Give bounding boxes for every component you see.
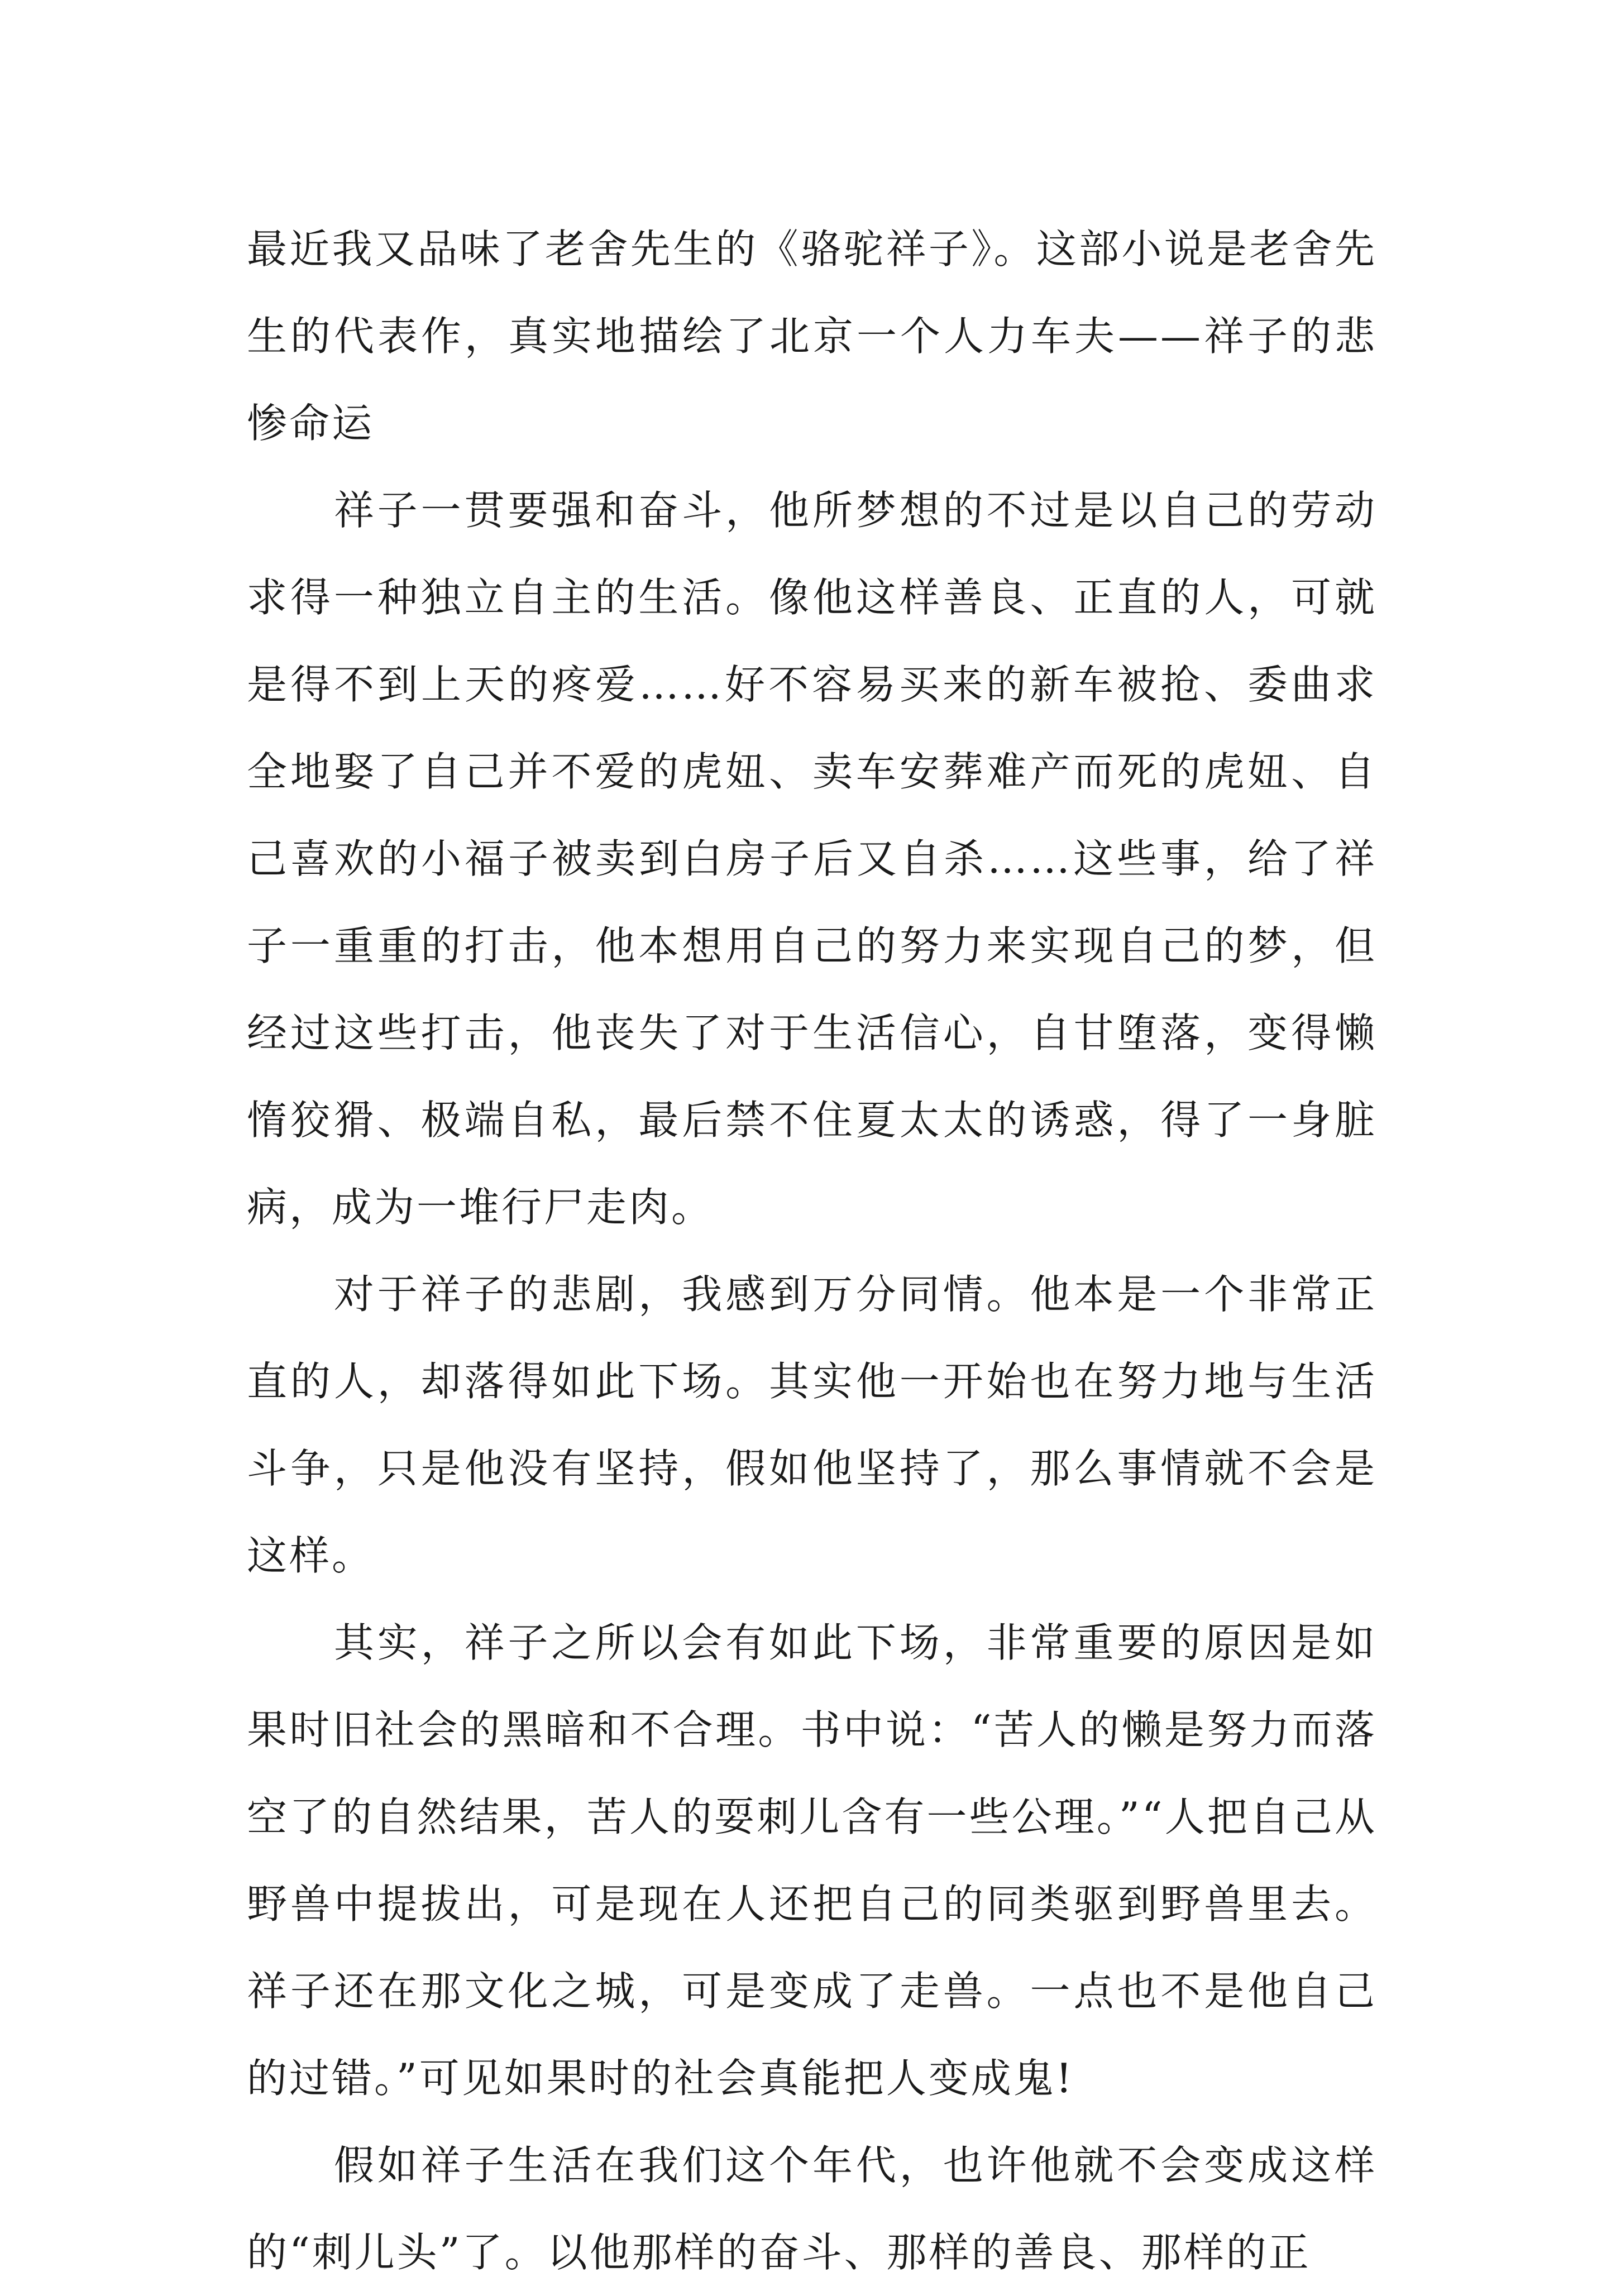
paragraph-society-cause: 其实，祥子之所以会有如此下场，非常重要的原因是如果时旧社会的黑暗和不合理。书中说：“苦人的懒是努力而落空了的自然结果，苦人的耍刺儿含有一些公理。”“人把自己从野兽中提拔出，可是现在人还把自己的同类驱到野兽里去。祥子还在那文化之城，可是变成了走兽。一点也不是他自己的过错。”可见如果时的社会真能把人变成鬼! (247, 1619, 1377, 2102)
paragraph-xiangzi-struggle: 祥子一贯要强和奋斗，他所梦想的不过是以自己的劳动求得一种独立自主的生活。像他这样善良、正直的人，可就是得不到上天的疼爱……好不容易买来的新车被抢、委曲求全地娶了自己并不爱的虎妞、卖车安葬难产而死的虎妞、自己喜欢的小福子被卖到白房子后又自杀……这些事，给了祥子一重重的打击，他本想用自己的努力来实现自己的梦，但经过这些打击，他丧失了对于生活信心，自甘堕落，变得懒惰狡猾、极端自私，最后禁不住夏太太的诱惑，得了一身脏病，成为一堆行尸走肉。 (247, 487, 1377, 1231)
paragraph-modern-era: 假如祥子生活在我们这个年代，也许他就不会变成这样的“刺儿头”了。以他那样的奋斗、那样的善良、那样的正 (247, 2142, 1377, 2276)
paragraph-sympathy: 对于祥子的悲剧，我感到万分同情。他本是一个非常正直的人，却落得如此下场。其实他一开始也在努力地与生活斗争，只是他没有坚持，假如他坚持了，那么事情就不会是这样。 (247, 1271, 1377, 1579)
paragraph-intro: 最近我又品味了老舍先生的《骆驼祥子》。这部小说是老舍先生的代表作，真实地描绘了北京一个人力车夫——祥子的悲惨命运 (247, 226, 1377, 447)
document-body (247, 205, 1377, 2296)
